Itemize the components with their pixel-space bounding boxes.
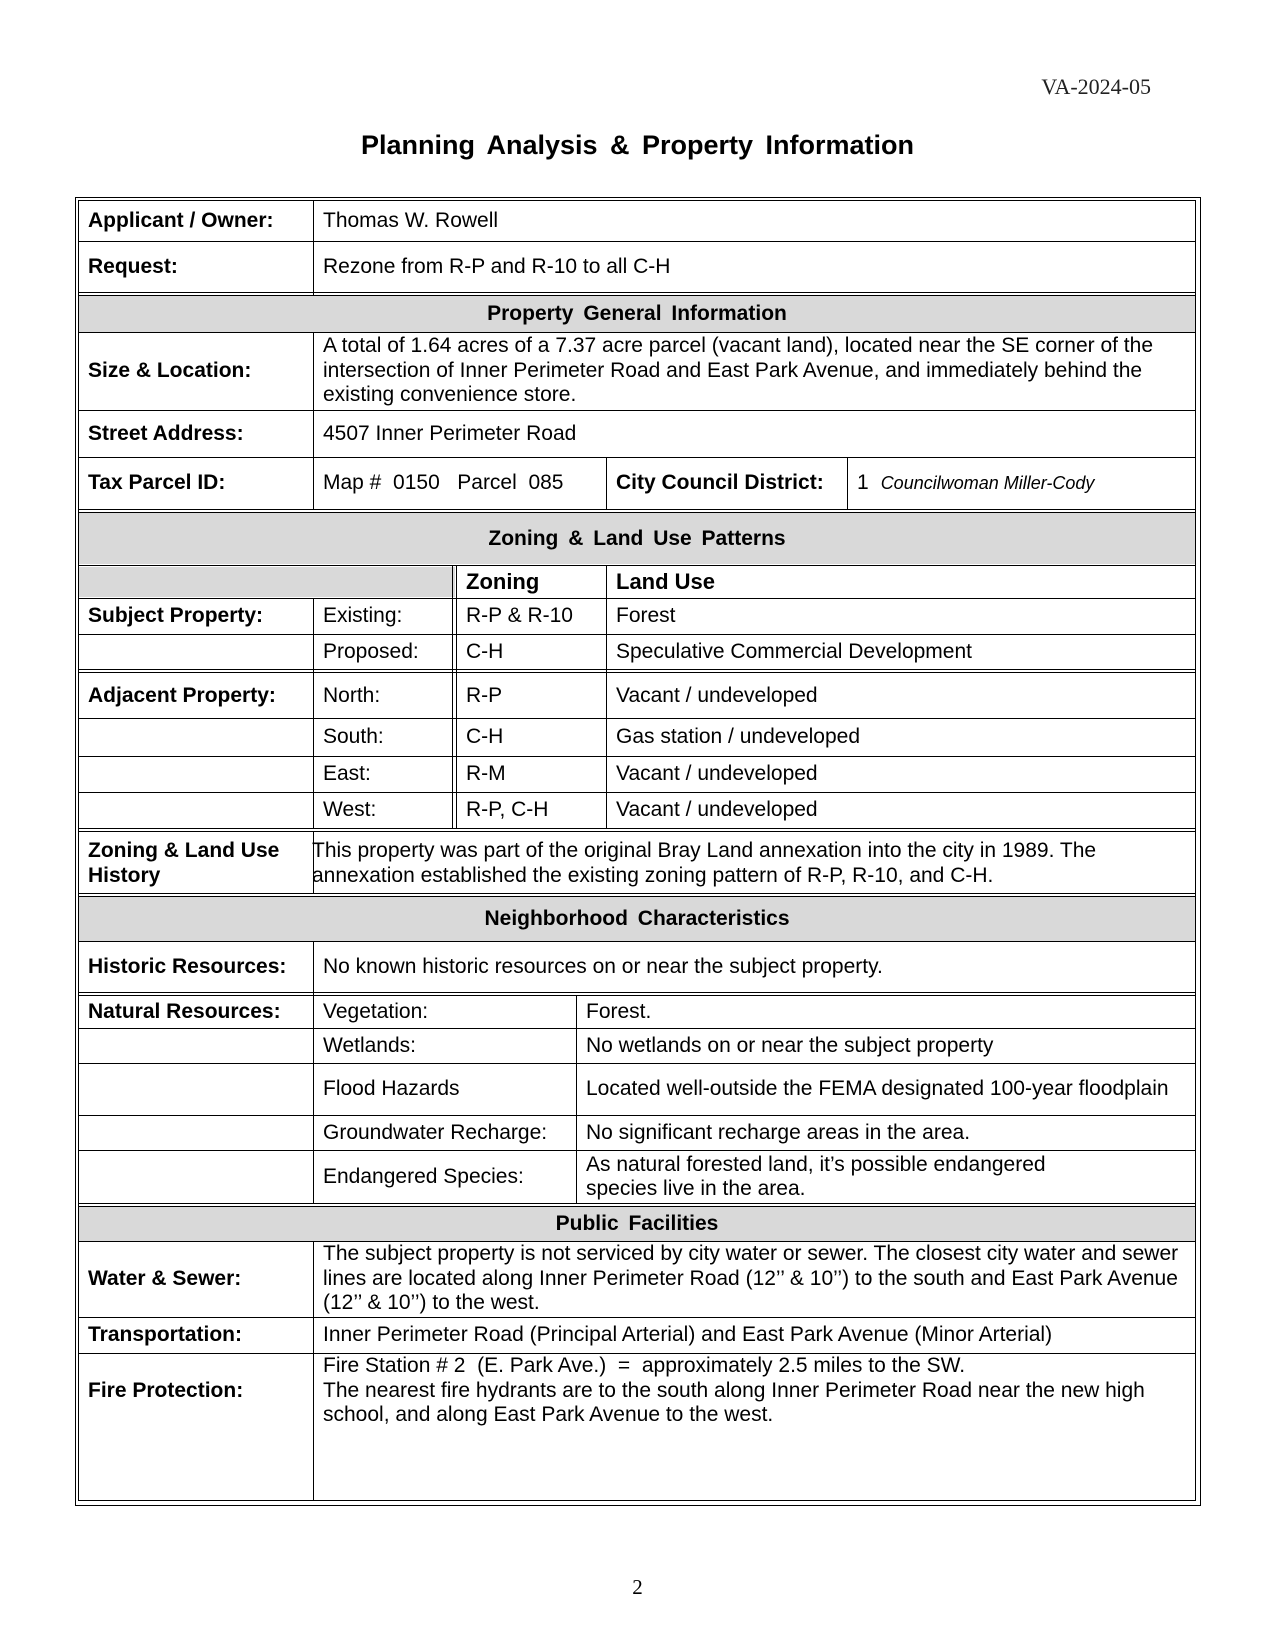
street-address-label: Street Address:: [88, 421, 244, 445]
natural-resource-name: Wetlands:: [323, 1033, 416, 1057]
fire-protection-label: Fire Protection:: [88, 1379, 244, 1402]
zoning-row-sub: East:: [323, 762, 371, 785]
page-title: Planning Analysis & Property Information: [360, 130, 915, 160]
zoning-row-land-use: Speculative Commercial Development: [616, 639, 972, 663]
zoning-row-land-use: Forest: [616, 604, 676, 627]
zoning-row-sub: South:: [323, 725, 384, 748]
council-district-number: 1: [857, 471, 869, 494]
section-heading-property-general: Property General Information: [487, 302, 787, 325]
land-use-column-header: Land Use: [616, 568, 716, 594]
water-sewer-value: The subject property is not serviced by city water or sewer. The closest city water and sewer lines are located along Inner Perimeter Road (12’’ & 10’’) to the south and East Park Avenue (12’’ & 10’’) to the west.: [323, 1242, 1179, 1315]
natural-resource-value: As natural forested land, it’s possible endangered species live in the area.: [586, 1152, 1046, 1200]
street-address-value: 4507 Inner Perimeter Road: [323, 421, 577, 445]
transportation-label: Transportation:: [88, 1323, 243, 1346]
zoning-row-sub: Proposed:: [323, 639, 419, 663]
natural-resource-name: Endangered Species:: [323, 1164, 524, 1188]
zoning-row-land-use: Vacant / undeveloped: [616, 762, 818, 785]
zoning-row-sub: Existing:: [323, 604, 403, 627]
council-district-value: [847, 457, 1196, 509]
section-shade: [79, 567, 455, 597]
zoning-row-zoning: C-H: [466, 639, 504, 663]
zoning-row-zoning: R-P & R-10: [466, 604, 573, 627]
applicant-value: Thomas W. Rowell: [323, 208, 499, 232]
historic-resources-label: Historic Resources:: [88, 954, 287, 978]
council-district-label: City Council District:: [616, 471, 824, 494]
natural-resources-label: Natural Resources:: [88, 1000, 281, 1023]
zoning-row-land-use: Gas station / undeveloped: [616, 725, 861, 748]
transportation-value: Inner Perimeter Road (Principal Arterial) and East Park Avenue (Minor Arterial): [323, 1323, 1053, 1346]
page-number: 2: [632, 1575, 643, 1599]
fire-protection-value: [313, 1353, 1193, 1429]
zoning-row-sub: West:: [323, 798, 377, 821]
natural-resource-value: Forest.: [586, 1000, 652, 1023]
natural-resource-value: No significant recharge areas in the area.: [586, 1120, 971, 1144]
zoning-row-land-use: Vacant / undeveloped: [616, 683, 818, 707]
zoning-row-zoning: R-M: [466, 762, 506, 785]
section-heading-neighborhood: Neighborhood Characteristics: [484, 907, 790, 930]
zoning-column-header: Zoning: [466, 568, 540, 594]
request-label: Request:: [88, 254, 178, 278]
size-location-value: A total of 1.64 acres of a 7.37 acre parcel (vacant land), located near the SE corner of the intersection of Inner Perimeter Road and East Park Avenue, and immediately behind the existing convenience store.: [323, 334, 1153, 407]
water-sewer-label: Water & Sewer:: [88, 1267, 242, 1290]
property-info-table: [78, 200, 1196, 1501]
subject-property-label: Subject Property:: [88, 604, 264, 627]
tax-parcel-label: Tax Parcel ID:: [88, 471, 226, 494]
tax-parcel-value: Map # 0150 Parcel 085: [323, 471, 564, 494]
natural-resource-value: No wetlands on or near the subject property: [586, 1033, 994, 1057]
section-heading-public-facilities: Public Facilities: [555, 1212, 719, 1235]
natural-resource-value: Located well-outside the FEMA designated 100-year floodplain: [586, 1077, 1169, 1100]
size-location-label: Size & Location:: [88, 359, 252, 382]
zoning-history-label: Zoning & Land Use History: [88, 838, 280, 887]
historic-resources-value: No known historic resources on or near the subject property.: [323, 954, 883, 978]
request-value: Rezone from R-P and R-10 to all C-H: [323, 254, 671, 278]
natural-resource-name: Groundwater Recharge:: [323, 1120, 548, 1144]
adjacent-property-label: Adjacent Property:: [88, 683, 276, 707]
applicant-label: Applicant / Owner:: [88, 208, 274, 232]
natural-resource-name: Vegetation:: [323, 1000, 429, 1023]
council-district-rep: Councilwoman Miller-Cody: [880, 473, 1095, 493]
zoning-row-zoning: C-H: [466, 725, 504, 748]
natural-resource-name: Flood Hazards: [323, 1077, 460, 1100]
section-heading-zoning: Zoning & Land Use Patterns: [488, 527, 786, 550]
fire-hydrant-line: The nearest fire hydrants are to the south along Inner Perimeter Road near the new high school, and along East Park Avenue to the west.: [323, 1378, 1145, 1426]
zoning-row-zoning: R-P, C-H: [466, 798, 549, 821]
zoning-history-value: This property was part of the original Bray Land annexation into the city in 1989. The annexation established the existing zoning pattern of R-P, R-10, and C-H.: [312, 838, 1097, 887]
zoning-row-sub: North:: [323, 683, 381, 707]
document-id: VA-2024-05: [1041, 74, 1151, 99]
zoning-row-zoning: R-P: [466, 683, 503, 707]
fire-station-line: Fire Station # 2 (E. Park Ave.) = approximately 2.5 miles to the SW.: [323, 1354, 966, 1377]
zoning-row-land-use: Vacant / undeveloped: [616, 798, 818, 821]
